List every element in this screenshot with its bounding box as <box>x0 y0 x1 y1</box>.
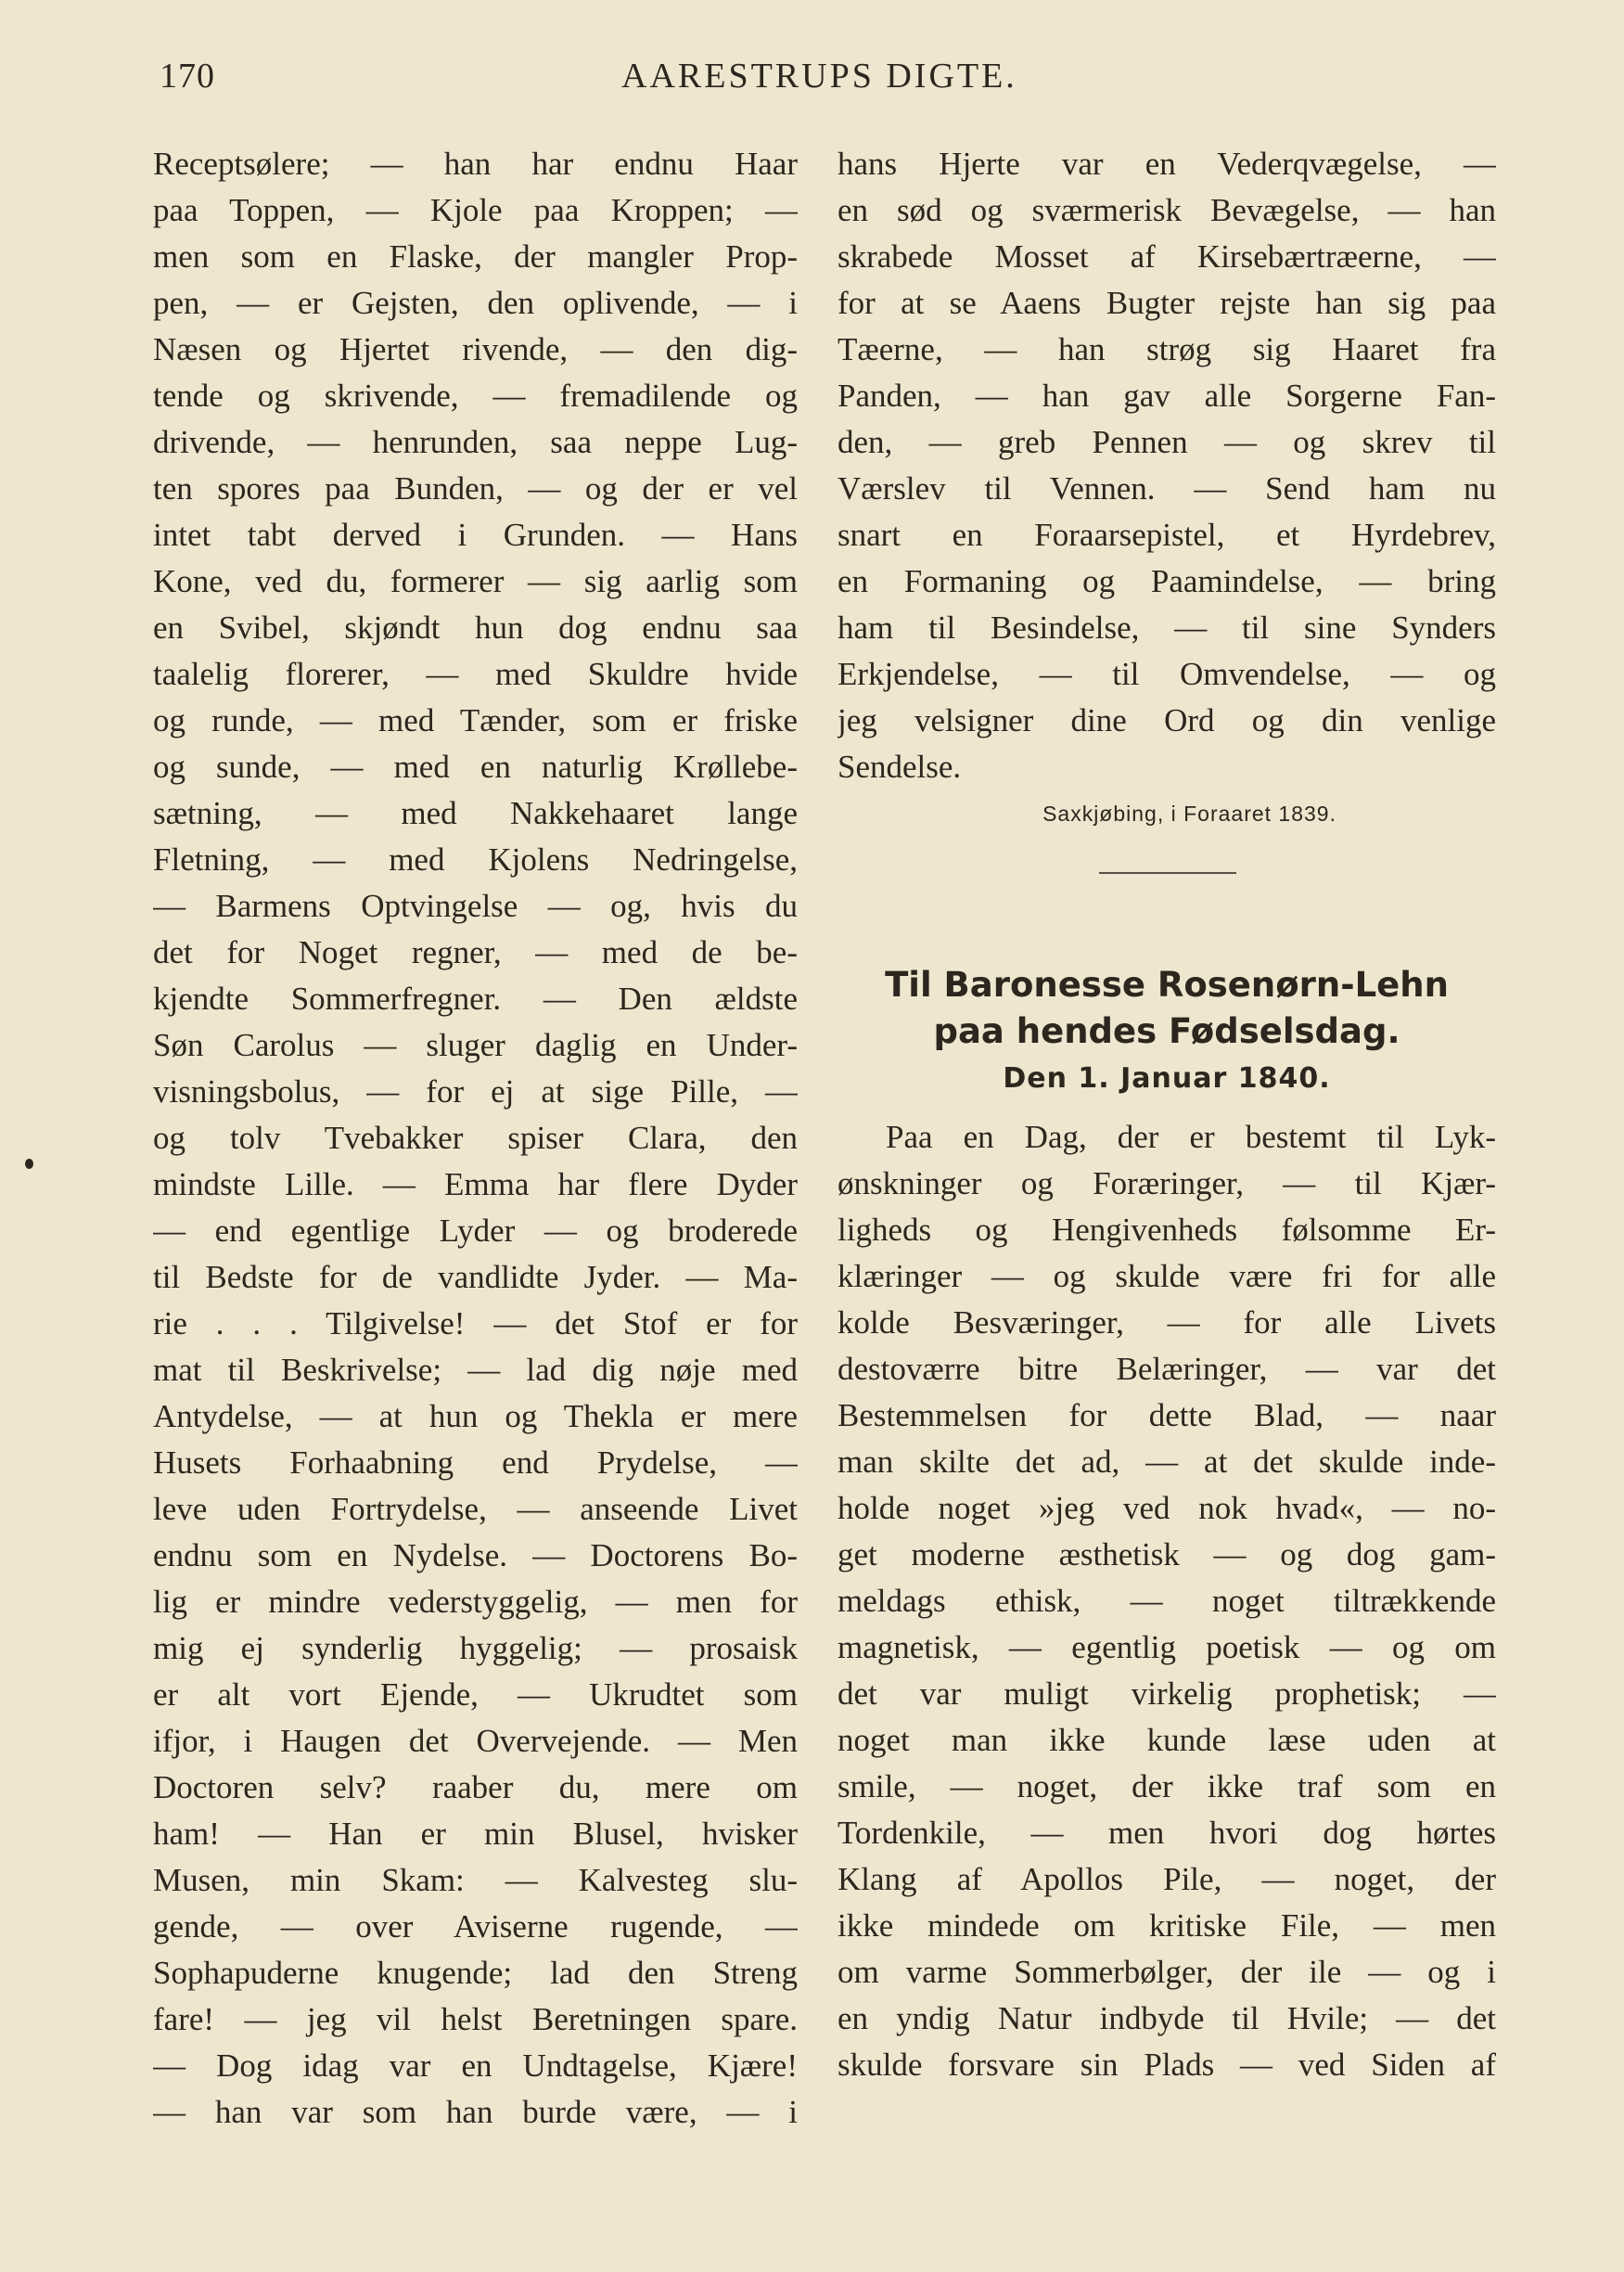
poem-line: smile, — noget, der ikke traf som en <box>838 1768 1496 1804</box>
spacer <box>838 911 1496 962</box>
poem-line: Tordenkile, — men hvori dog hørtes <box>838 1815 1496 1851</box>
text-line: til Bedste for de vandlidte Jyder. — Ma- <box>153 1259 798 1295</box>
text-line: og tolv Tvebakker spiser Clara, den <box>153 1120 798 1156</box>
text-line: det for Noget regner, — med de be- <box>153 934 798 970</box>
page-header <box>0 56 1624 111</box>
text-line: Husets Forhaabning end Prydelse, — <box>153 1444 798 1481</box>
text-line: mat til Beskrivelse; — lad dig nøje med <box>153 1352 798 1388</box>
running-title: AARESTRUPS DIGTE. <box>621 57 1017 96</box>
poem-line: holde noget »jeg ved nok hvad«, — no- <box>838 1490 1496 1526</box>
text-line: kjendte Sommerfregner. — Den ældste <box>153 981 798 1017</box>
poem-line: Bestemmelsen for dette Blad, — naar <box>838 1397 1496 1433</box>
letter-line: en sød og sværmerisk Bevægelse, — han <box>838 192 1496 228</box>
poem-line: det var muligt virkelig prophetisk; — <box>838 1675 1496 1712</box>
text-line: Kone, ved du, formerer — sig aarlig som <box>153 563 798 599</box>
text-line: fare! — jeg vil helst Beretningen spare. <box>153 2001 798 2037</box>
poem-line: ikke mindede om kritiske File, — men <box>838 1907 1496 1944</box>
poem-line: ønskninger og Foræringer, — til Kjær- <box>838 1165 1496 1201</box>
letter-line: Sendelse. <box>838 749 962 785</box>
poem-date: Den 1. Januar 1840. <box>1003 1062 1331 1095</box>
text-line: er alt vort Ejende, — Ukrudtet som <box>153 1676 798 1713</box>
poem-line: skulde forsvare sin Plads — ved Siden af <box>838 2047 1496 2083</box>
poem-line: meldags ethisk, — noget tiltrækkende <box>838 1583 1496 1619</box>
text-line: pen, — er Gejsten, den oplivende, — i <box>153 285 798 321</box>
text-line: Næsen og Hjertet rivende, — den dig- <box>153 331 798 367</box>
text-line: drivende, — henrunden, saa neppe Lug- <box>153 424 798 460</box>
text-line: Musen, min Skam: — Kalvesteg slu- <box>153 1862 798 1898</box>
text-line: mig ej synderlig hyggelig; — prosaisk <box>153 1630 798 1666</box>
poem-line: noget man ikke kunde læse uden at <box>838 1722 1496 1758</box>
text-line: Receptsølere; — han har endnu Haar <box>153 146 798 182</box>
poem-title-line-1: Til Baronesse Rosenørn-Lehn <box>885 965 1449 1005</box>
text-line: intet tabt derved i Grunden. — Hans <box>153 517 798 553</box>
text-line: men som en Flaske, der mangler Prop- <box>153 238 798 275</box>
poem-line: magnetisk, — egentlig poetisk — og om <box>838 1629 1496 1665</box>
text-line: gende, — over Aviserne rugende, — <box>153 1908 798 1945</box>
text-line: ifjor, i Haugen det Overvejende. — Men <box>153 1723 798 1759</box>
poem-line: klæringer — og skulde være fri for alle <box>838 1258 1496 1294</box>
ink-speck <box>25 1159 33 1169</box>
text-line: Fletning, — med Kjolens Nedringelse, <box>153 841 798 878</box>
text-line: Søn Carolus — sluger daglig en Under- <box>153 1027 798 1063</box>
letter-line: Værslev til Vennen. — Send ham nu <box>838 470 1496 507</box>
left-column <box>153 141 798 2136</box>
poem-line: Klang af Apollos Pile, — noget, der <box>838 1861 1496 1897</box>
letter-line: snart en Foraarsepistel, et Hyrdebrev, <box>838 517 1496 553</box>
letter-line: Panden, — han gav alle Sorgerne Fan- <box>838 378 1496 414</box>
text-line: rie . . . Tilgivelse! — det Stof er for <box>153 1305 798 1341</box>
letter-line: jeg velsigner dine Ord og din venlige <box>838 702 1496 738</box>
section-divider <box>838 837 1496 911</box>
letter-line: skrabede Mosset af Kirsebærtræerne, — <box>838 238 1496 275</box>
letter-line: hans Hjerte var en Vederqvægelse, — <box>838 146 1496 182</box>
text-line: lig er mindre vederstyggelig, — men for <box>153 1584 798 1620</box>
text-line: — han var som han burde være, — i <box>153 2094 798 2130</box>
letter-line: en Formaning og Paamindelse, — bring <box>838 563 1496 599</box>
letter-line: for at se Aaens Bugter rejste han sig paa <box>838 285 1496 321</box>
text-line: og runde, — med Tænder, som er friske <box>153 702 798 738</box>
letter-line: Tæerne, — han strøg sig Haaret fra <box>838 331 1496 367</box>
letter-line: Erkjendelse, — til Omvendelse, — og <box>838 656 1496 692</box>
text-line: leve uden Fortrydelse, — anseende Livet <box>153 1491 798 1527</box>
spacer <box>838 1103 1496 1114</box>
text-line: ten spores paa Bunden, — og der er vel <box>153 470 798 507</box>
text-line: Sophapuderne knugende; lad den Streng <box>153 1955 798 1991</box>
text-line: paa Toppen, — Kjole paa Kroppen; — <box>153 192 798 228</box>
poem-title-line-2: paa hendes Fødselsdag. <box>933 1011 1400 1051</box>
poem-line: man skilte det ad, — at det skulde inde- <box>838 1444 1496 1480</box>
text-line: — Barmens Optvingelse — og, hvis du <box>153 888 798 924</box>
text-line: taalelig florerer, — med Skuldre hvide <box>153 656 798 692</box>
text-line: en Svibel, skjøndt hun dog endnu saa <box>153 610 798 646</box>
signature-line: Saxkjøbing, i Foraaret 1839. <box>1042 802 1336 826</box>
text-line: — Dog idag var en Undtagelse, Kjære! <box>153 2047 798 2084</box>
poem-line: Paa en Dag, der er bestemt til Lyk- <box>886 1119 1496 1155</box>
text-line: ham! — Han er min Blusel, hvisker <box>153 1816 798 1852</box>
text-line: mindste Lille. — Emma har flere Dyder <box>153 1166 798 1202</box>
text-line: Doctoren selv? raaber du, mere om <box>153 1769 798 1805</box>
poem-line: en yndig Natur indbyde til Hvile; — det <box>838 2000 1496 2036</box>
poem-line: kolde Besværinger, — for alle Livets <box>838 1304 1496 1341</box>
letter-line: ham til Besindelse, — til sine Synders <box>838 610 1496 646</box>
text-line: og sunde, — med en naturlig Krøllebe- <box>153 749 798 785</box>
poem-line: destoværre bitre Belæringer, — var det <box>838 1351 1496 1387</box>
text-line: — end egentlige Lyder — og broderede <box>153 1213 798 1249</box>
poem-line: ligheds og Hengivenheds følsomme Er- <box>838 1212 1496 1248</box>
text-line: Antydelse, — at hun og Thekla er mere <box>153 1398 798 1434</box>
text-line: tende og skrivende, — fremadilende og <box>153 378 798 414</box>
text-line: visningsbolus, — for ej at sige Pille, — <box>153 1073 798 1110</box>
divider-rule <box>1099 872 1236 874</box>
text-line: endnu som en Nydelse. — Doctorens Bo- <box>153 1537 798 1573</box>
poem-line: get moderne æsthetisk — og dog gam- <box>838 1536 1496 1572</box>
right-column <box>838 141 1496 2088</box>
poem-line: om varme Sommerbølger, der ile — og i <box>838 1954 1496 1990</box>
letter-line: den, — greb Pennen — og skrev til <box>838 424 1496 460</box>
page-number: 170 <box>160 57 215 96</box>
text-line: sætning, — med Nakkehaaret lange <box>153 795 798 831</box>
